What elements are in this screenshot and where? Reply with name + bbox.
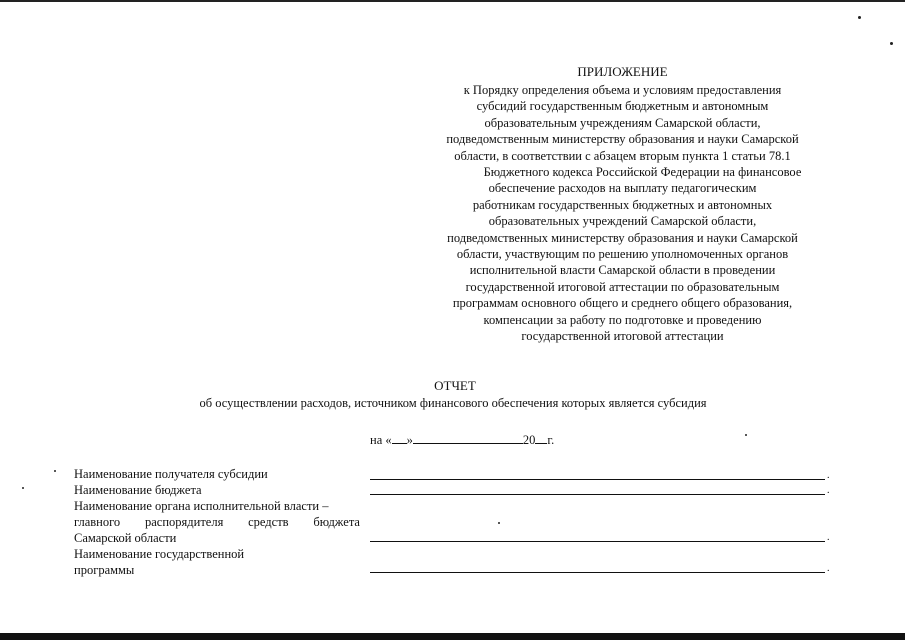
year-blank[interactable] — [535, 432, 547, 444]
authority-label-justified: главного распорядителя средств бюджета — [74, 515, 360, 529]
recipient-line[interactable] — [370, 479, 825, 480]
scan-speck — [22, 487, 24, 489]
appendix-title: ПРИЛОЖЕНИЕ — [577, 64, 668, 79]
date-suffix: г. — [547, 433, 555, 447]
line-end-mark: . — [827, 485, 830, 496]
appendix-line: исполнительной власти Самарской области в проведении — [469, 263, 776, 278]
report-title: ОТЧЕТ — [434, 378, 476, 393]
appendix-line: области, в соответствии с абзацем вторым пункта 1 статьи 78.1 — [454, 148, 791, 163]
scan-bottom-edge — [0, 633, 905, 640]
scan-speck — [858, 16, 861, 19]
appendix-line: субсидий государственным бюджетным и автономным — [476, 99, 769, 114]
program-label-line-1: Наименование государственной — [74, 547, 245, 561]
date-mid: » — [406, 433, 413, 447]
appendix-line: области, участвующим по решению уполномоченных органов — [456, 247, 789, 262]
appendix-line: подведомственным министерству образования и науки Самарской — [446, 132, 799, 147]
appendix-line: обеспечение расходов на выплату педагогическим — [488, 181, 757, 196]
scan-speck — [54, 470, 56, 472]
scan-speck — [890, 42, 893, 45]
scan-speck — [745, 434, 747, 436]
budget-label: Наименование бюджета — [74, 483, 202, 497]
recipient-label: Наименование получателя субсидии — [74, 467, 268, 481]
appendix-line: подведомственных министерству образования и науки Самарской — [447, 230, 798, 245]
appendix-line: Бюджетного кодекса Российской Федерации на финансовое — [483, 165, 802, 180]
appendix-line: государственной итоговой аттестации — [521, 329, 724, 344]
appendix-line: работникам государственных бюджетных и автономных — [472, 197, 773, 212]
appendix-line: к Порядку определения объема и условиям предоставления — [463, 83, 782, 97]
scan-top-edge — [0, 0, 905, 2]
appendix-line: государственной итоговой аттестации по образовательным — [465, 279, 780, 294]
authority-line[interactable] — [370, 541, 825, 542]
line-end-mark: . — [827, 563, 830, 574]
appendix-line: образовательным учреждениям Самарской области, — [484, 115, 761, 130]
authority-label-line-2 — [74, 514, 360, 530]
appendix-line: образовательных учреждений Самарской области, — [488, 214, 757, 229]
program-label-line-2: программы — [74, 563, 135, 577]
appendix-line: программам основного общего и среднего общего образования, — [452, 296, 793, 311]
appendix-line: компенсации за работу по подготовке и проведению — [483, 312, 762, 327]
report-date-line — [370, 432, 554, 448]
year-prefix: 20 — [522, 433, 536, 447]
program-line[interactable] — [370, 572, 825, 573]
budget-line[interactable] — [370, 494, 825, 495]
authority-label-line-3: Самарской области — [74, 531, 177, 545]
date-prefix: на « — [370, 433, 392, 447]
report-subtitle: об осуществлении расходов, источником финансового обеспечения которых является субсидия — [199, 396, 707, 410]
scan-speck — [498, 522, 500, 524]
day-blank[interactable] — [392, 432, 407, 444]
appendix-text — [420, 82, 825, 345]
line-end-mark: . — [827, 470, 830, 481]
authority-label-line-1: Наименование органа исполнительной власти – — [74, 499, 329, 513]
month-blank[interactable] — [413, 432, 523, 444]
line-end-mark: . — [827, 532, 830, 543]
